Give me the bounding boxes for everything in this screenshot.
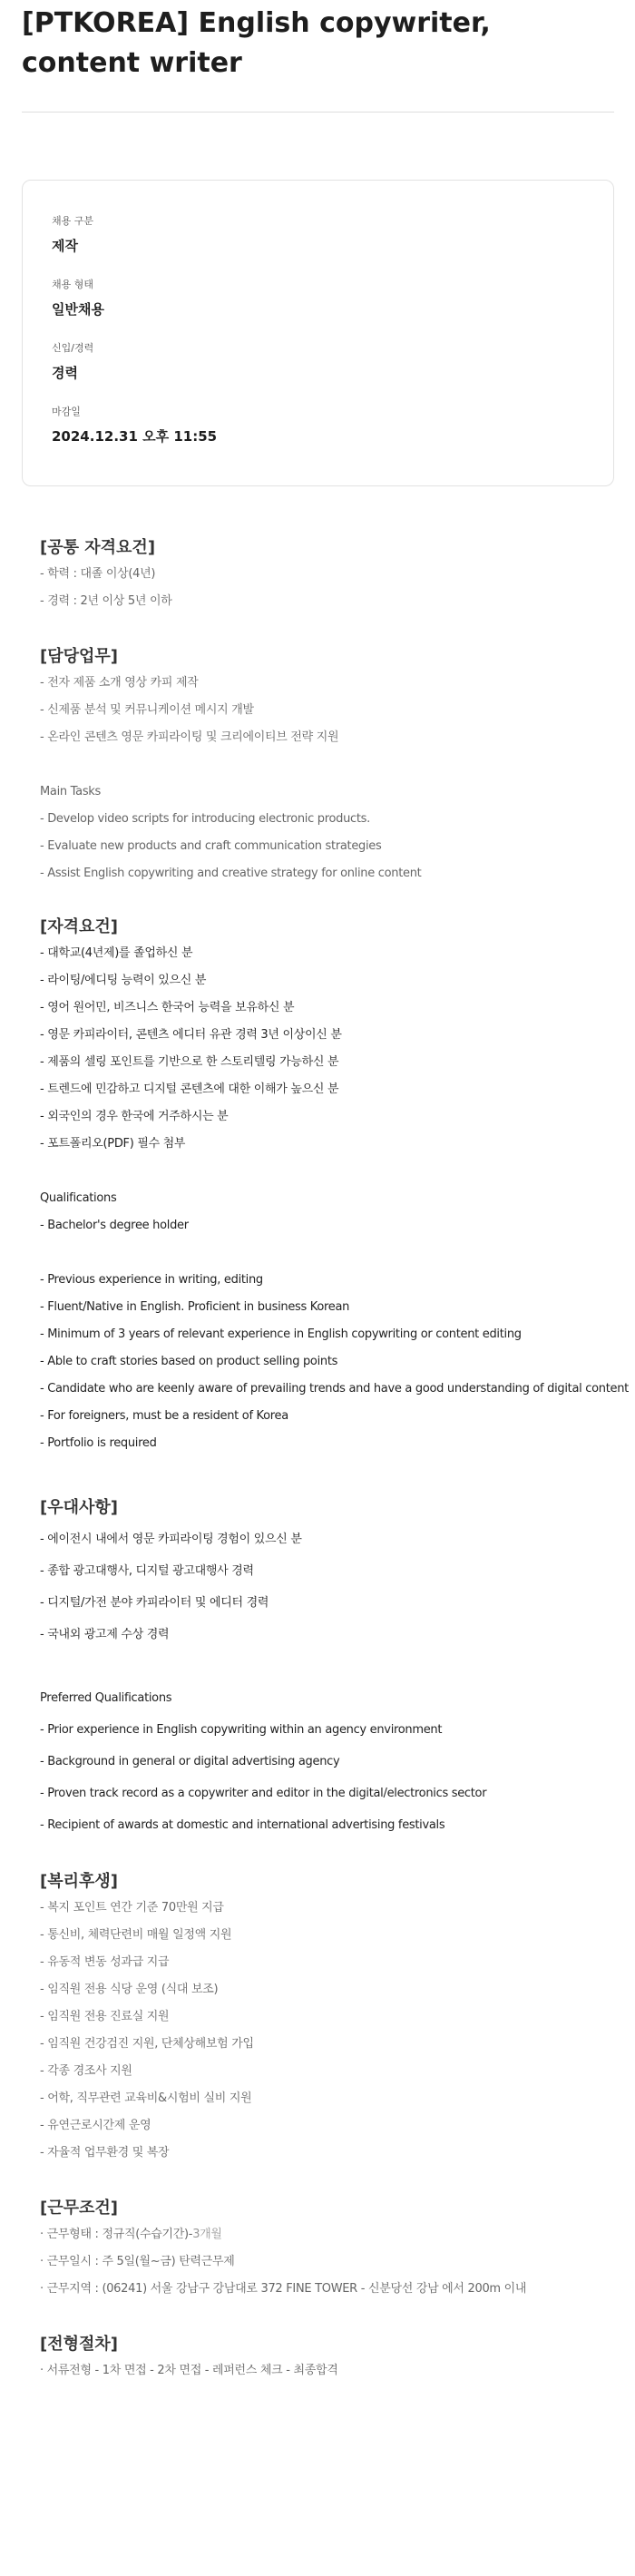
list-item: - Assist English copywriting and creative strategy for online content bbox=[40, 867, 422, 880]
list-item: - Previous experience in writing, editing bbox=[40, 1273, 263, 1287]
list-item: - 제품의 셀링 포인트를 기반으로 한 스토리텔링 가능하신 분 bbox=[40, 1055, 339, 1069]
list-item: - 외국인의 경우 한국에 거주하시는 분 bbox=[40, 1110, 229, 1123]
info-label: 마감일 bbox=[52, 406, 81, 417]
list-item: - For foreigners, must be a resident of Korea bbox=[40, 1409, 288, 1423]
subsection-title: Main Tasks bbox=[40, 785, 101, 798]
list-item: - 온라인 콘텐츠 영문 카피라이팅 및 크리에이티브 전략 지원 bbox=[40, 730, 339, 744]
list-item: - Bachelor's degree holder bbox=[40, 1219, 189, 1232]
subsection-title: Qualifications bbox=[40, 1191, 117, 1205]
list-item: - 종합 광고대행사, 디지털 광고대행사 경력 bbox=[40, 1564, 254, 1578]
work-hours: · 근무일시 : 주 5일(월~금) 탄력근무제 bbox=[40, 2255, 235, 2268]
list-item: - 영어 원어민, 비즈니스 한국어 능력을 보유하신 분 bbox=[40, 1001, 295, 1014]
list-item: - 디지털/가전 분야 카피라이터 및 에디터 경력 bbox=[40, 1596, 269, 1610]
info-value: 경력 bbox=[52, 365, 78, 381]
info-value: 일반채용 bbox=[52, 301, 104, 318]
list-item: - 어학, 직무관련 교육비&시험비 실비 지원 bbox=[40, 2091, 252, 2105]
list-item: - Portfolio is required bbox=[40, 1436, 157, 1450]
list-item: - Able to craft stories based on product selling points bbox=[40, 1355, 338, 1368]
section-title-common: [공통 자격요건] bbox=[40, 538, 156, 557]
list-item: - 포트폴리오(PDF) 필수 첨부 bbox=[40, 1137, 186, 1151]
info-item-deadline bbox=[52, 406, 217, 446]
section-title-requirements: [자격요건] bbox=[40, 917, 119, 936]
section-title-preferred: [우대사항] bbox=[40, 1498, 119, 1517]
list-item: - Evaluate new products and craft communication strategies bbox=[40, 839, 382, 853]
probation-period: 3개월 bbox=[192, 2228, 222, 2241]
work-type-label: · 근무형태 : 정규직(수습기간)- bbox=[40, 2228, 193, 2241]
work-location: · 근무지역 : (06241) 서울 강남구 강남대로 372 FINE TOWER - 신분당선 강남 에서 200m 이내 bbox=[40, 2282, 527, 2296]
section-title-duties: [담당업무] bbox=[40, 647, 119, 666]
list-item: - 유동적 변동 성과급 지급 bbox=[40, 1955, 170, 1969]
list-item: - 유연근로시간제 운영 bbox=[40, 2119, 151, 2132]
info-value: 2024.12.31 오후 11:55 bbox=[52, 428, 218, 445]
info-item-category bbox=[52, 215, 93, 255]
list-item: - 신제품 분석 및 커뮤니케이션 메시지 개발 bbox=[40, 703, 254, 717]
job-info-card bbox=[22, 180, 614, 486]
page-title: [PTKOREA] English copywriter, content writer bbox=[22, 7, 491, 79]
list-item: - 경력 : 2년 이상 5년 이하 bbox=[40, 594, 172, 608]
list-item: - 트렌드에 민감하고 디지털 콘텐츠에 대한 이해가 높으신 분 bbox=[40, 1082, 339, 1096]
list-item: - 국내외 광고제 수상 경력 bbox=[40, 1628, 170, 1641]
list-item: - 전자 제품 소개 영상 카피 제작 bbox=[40, 676, 199, 690]
list-item: - 라이팅/에디팅 능력이 있으신 분 bbox=[40, 974, 207, 987]
list-item: - Fluent/Native in English. Proficient in business Korean bbox=[40, 1300, 350, 1314]
section-title-conditions: [근무조건] bbox=[40, 2199, 119, 2218]
info-label: 신입/경력 bbox=[52, 342, 94, 354]
list-item: - 영문 카피라이터, 콘텐츠 에디터 유관 경력 3년 이상이신 분 bbox=[40, 1028, 342, 1042]
list-item: - 통신비, 체력단련비 매월 일정액 지원 bbox=[40, 1928, 232, 1942]
info-label: 채용 형태 bbox=[52, 279, 94, 290]
list-item: - Develop video scripts for introducing electronic products. bbox=[40, 812, 370, 826]
list-item: - 임직원 건강검진 지원, 단체상해보험 가입 bbox=[40, 2037, 254, 2051]
hiring-process: · 서류전형 - 1차 면접 - 2차 면접 - 레퍼런스 체크 - 최종합격 bbox=[40, 2364, 338, 2377]
list-item: - 각종 경조사 지원 bbox=[40, 2064, 132, 2078]
list-item: - 임직원 전용 진료실 지원 bbox=[40, 2010, 170, 2023]
list-item: - 복지 포인트 연간 기준 70만원 지급 bbox=[40, 1901, 224, 1915]
list-item: - Prior experience in English copywriting within an agency environment bbox=[40, 1723, 443, 1737]
list-item: - Proven track record as a copywriter and editor in the digital/electronics sector bbox=[40, 1787, 487, 1800]
list-item: - Minimum of 3 years of relevant experience in English copywriting or content editing bbox=[40, 1327, 522, 1341]
list-item: - 대학교(4년제)를 졸업하신 분 bbox=[40, 946, 193, 960]
info-value: 제작 bbox=[52, 238, 78, 254]
work-type bbox=[40, 2227, 222, 2243]
list-item: - Recipient of awards at domestic and international advertising festivals bbox=[40, 1818, 445, 1832]
section-title-benefits: [복리후생] bbox=[40, 1872, 119, 1891]
list-item: - 임직원 전용 식당 운영 (식대 보조) bbox=[40, 1983, 219, 1996]
info-label: 채용 구분 bbox=[52, 215, 94, 227]
list-item: - Candidate who are keenly aware of prevailing trends and have a good understanding of digital content bbox=[40, 1382, 629, 1396]
info-item-experience bbox=[52, 342, 93, 382]
list-item: - 학력 : 대졸 이상(4년) bbox=[40, 567, 156, 581]
list-item: - 에이전시 내에서 영문 카피라이팅 경험이 있으신 분 bbox=[40, 1533, 302, 1546]
list-item: - Background in general or digital advertising agency bbox=[40, 1755, 340, 1768]
title-divider bbox=[22, 112, 614, 113]
subsection-title: Preferred Qualifications bbox=[40, 1691, 172, 1705]
section-title-process: [전형절차] bbox=[40, 2335, 119, 2354]
list-item: - 자율적 업무환경 및 복장 bbox=[40, 2146, 170, 2160]
info-item-type bbox=[52, 279, 104, 318]
